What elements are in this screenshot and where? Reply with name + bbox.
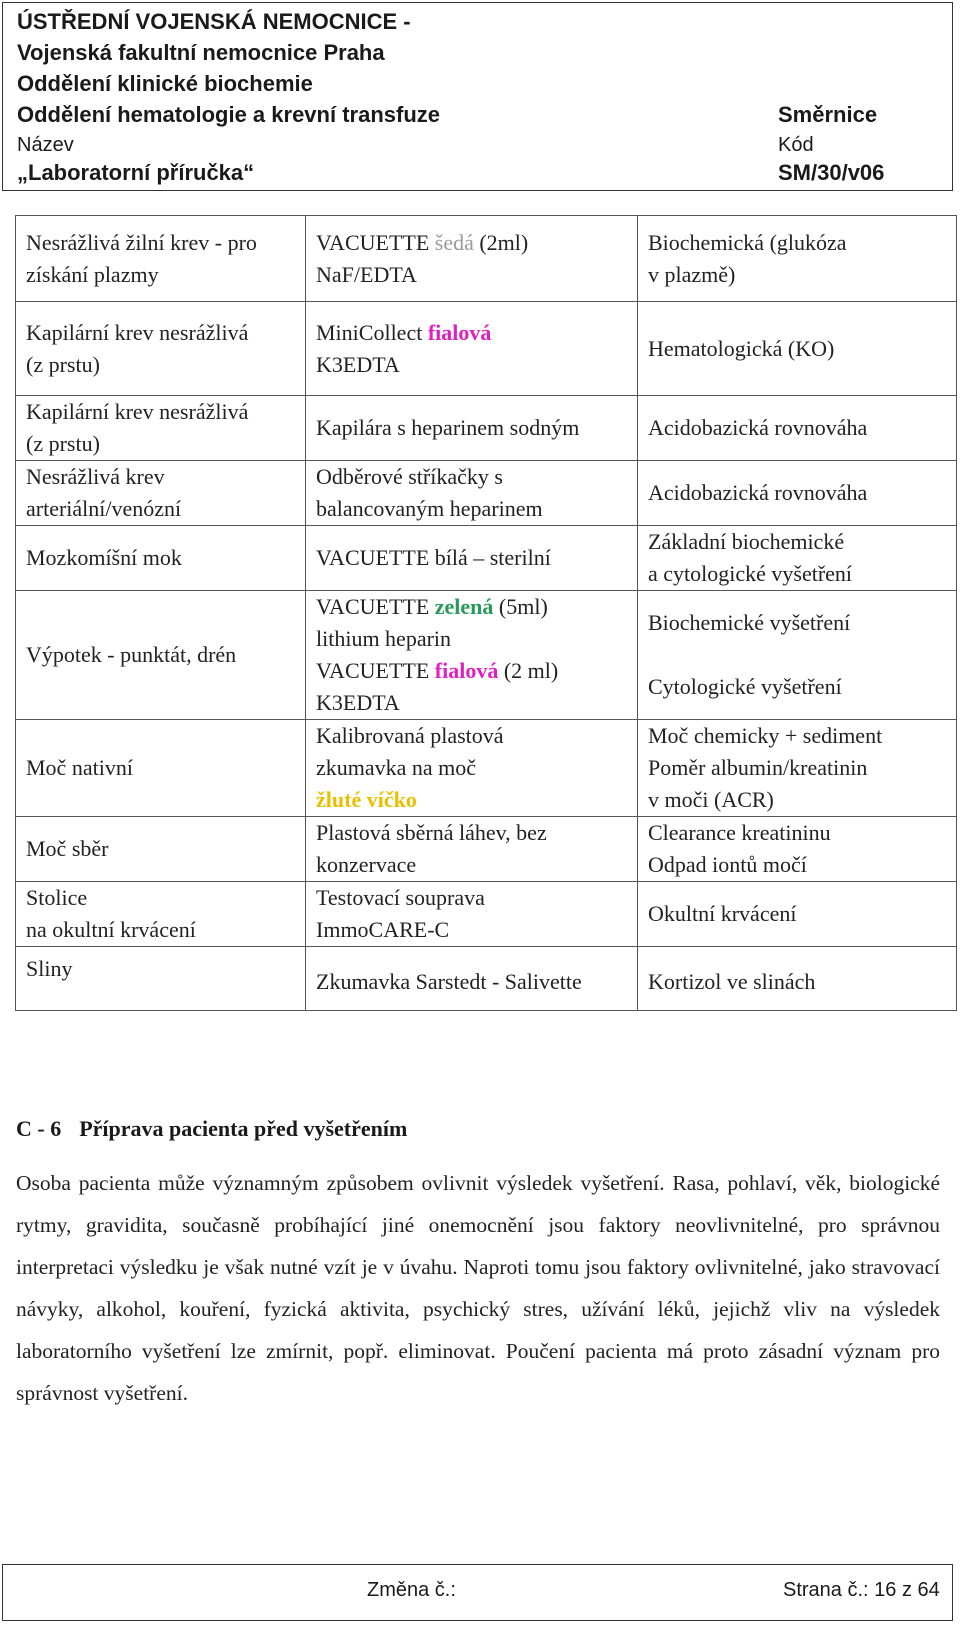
header-hospital: Vojenská fakultní nemocnice Praha	[17, 40, 385, 65]
tube-color-violet: fialová	[427, 319, 492, 345]
document-footer	[2, 1564, 953, 1621]
sample-table	[15, 215, 957, 1011]
tube-cell: Zkumavka Sarstedt - Salivette	[306, 947, 638, 1011]
section-heading	[16, 1116, 407, 1142]
section-paragraph: Osoba pacienta může významným způsobem ovlivnit výsledek vyšetření. Rasa, pohlaví, věk, biologické rytmy, gravidita, současně probíhající jiné onemocnění jsou faktory neovlivnitelné, pro správnou interpretaci výsledku je však nutné vzít je v úvahu. Naproti tomu jsou faktory ovlivnitelné, jako stravovací návyky, alkohol, kouření, fyzická aktivita, psychický stres, užívání léků, jejichž vliv na výsledek laboratorního vyšetření lze zmírnit, popř. eliminovat. Poučení pacienta má proto zásadní význam pro správnost vyšetření.	[16, 1171, 940, 1405]
document-header	[2, 2, 953, 191]
use-cell: Acidobazická rovnováha	[638, 461, 957, 526]
use-cell: Okultní krvácení	[638, 882, 957, 947]
material-cell: Moč sběr	[16, 817, 306, 882]
material-cell: Nesrážlivá krev arteriální/venózní	[16, 461, 306, 526]
use-cell: Clearance kreatininu Odpad iontů močí	[638, 817, 957, 882]
use-cell: Kortizol ve slinách	[638, 947, 957, 1011]
material-cell: Moč nativní	[16, 720, 306, 817]
header-code-label: Kód	[778, 134, 814, 156]
tube-cell: Odběrové stříkačky s balancovaným heparinem	[306, 461, 638, 526]
table-row	[16, 947, 957, 1011]
header-doc-type: Směrnice	[778, 102, 878, 127]
tube-cell: Kapilára s heparinem sodným	[306, 396, 638, 461]
material-cell: Nesrážlivá žilní krev - pro získání plazmy	[16, 216, 306, 302]
header-institution: ÚSTŘEDNÍ VOJENSKÁ NEMOCNICE -	[17, 9, 411, 34]
header-department-hematology: Oddělení hematologie a krevní transfuze	[17, 102, 440, 127]
table-row	[16, 302, 957, 396]
section-number: C - 6	[16, 1116, 62, 1141]
material-cell: Sliny	[16, 947, 306, 1011]
tube-cell: MiniCollect fialová K3EDTA	[306, 302, 638, 396]
use-cell: Hematologická (KO)	[638, 302, 957, 396]
tube-color-grey: šedá	[434, 229, 474, 255]
table-row	[16, 882, 957, 947]
table-row	[16, 216, 957, 302]
use-cell: Základní biochemické a cytologické vyšetření	[638, 526, 957, 591]
table-row	[16, 461, 957, 526]
tube-color-violet: fialová	[434, 658, 499, 683]
tube-color-yellow: žluté víčko	[316, 787, 417, 812]
tube-cell: VACUETTE zelená (5ml) lithium heparin VACUETTE fialová (2 ml) K3EDTA	[306, 591, 638, 720]
tube-cell: VACUETTE bílá – sterilní	[306, 526, 638, 591]
header-department-biochemistry: Oddělení klinické biochemie	[17, 71, 313, 96]
footer-change: Změna č.:	[367, 1579, 456, 1601]
tube-cell: Kalibrovaná plastová zkumavka na moč žluté víčko	[306, 720, 638, 817]
material-cell: Kapilární krev nesrážlivá (z prstu)	[16, 396, 306, 461]
tube-cell: Testovací souprava ImmoCARE-C	[306, 882, 638, 947]
tube-color-green: zelená	[434, 594, 494, 619]
table-row	[16, 591, 957, 720]
header-doc-name: „Laboratorní příručka“	[17, 160, 255, 185]
table-row	[16, 396, 957, 461]
tube-cell: Plastová sběrná láhev, bez konzervace	[306, 817, 638, 882]
use-cell: Acidobazická rovnováha	[638, 396, 957, 461]
header-doc-code: SM/30/v06	[778, 160, 885, 185]
material-cell: Kapilární krev nesrážlivá (z prstu)	[16, 302, 306, 396]
table-row	[16, 720, 957, 817]
tube-cell: VACUETTE šedá (2ml) NaF/EDTA	[306, 216, 638, 302]
use-cell: Biochemické vyšetření Cytologické vyšetření	[638, 591, 957, 720]
header-name-label: Název	[17, 134, 74, 156]
material-cell: Výpotek - punktát, drén	[16, 591, 306, 720]
table-row	[16, 526, 957, 591]
footer-page-number: Strana č.: 16 z 64	[783, 1579, 940, 1601]
material-cell: Mozkomíšní mok	[16, 526, 306, 591]
material-cell: Stolice na okultní krvácení	[16, 882, 306, 947]
use-cell: Moč chemicky + sediment Poměr albumin/kreatinin v moči (ACR)	[638, 720, 957, 817]
table-row	[16, 817, 957, 882]
use-cell: Biochemická (glukóza v plazmě)	[638, 216, 957, 302]
section-title: Příprava pacienta před vyšetřením	[79, 1116, 408, 1141]
